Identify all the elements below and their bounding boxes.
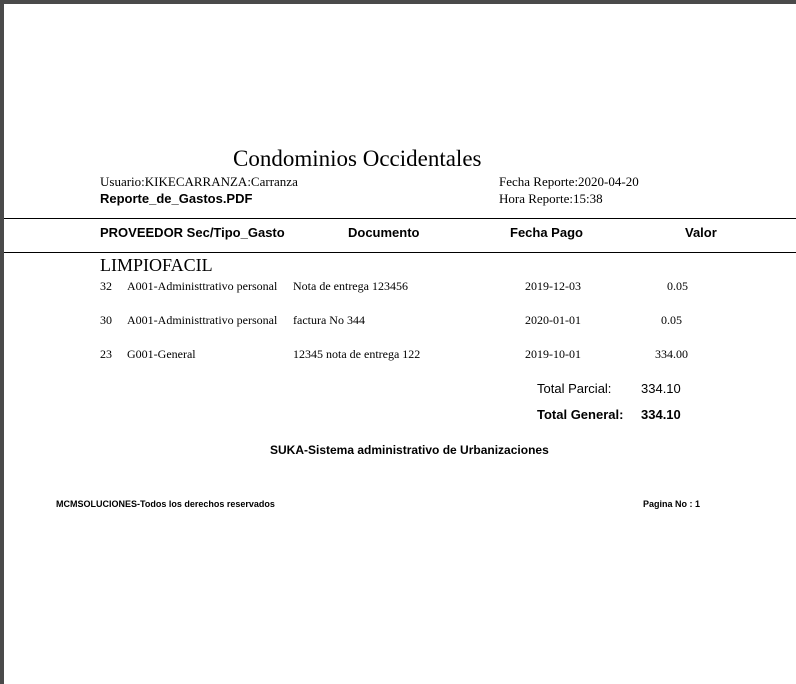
total-parcial-label: Total Parcial:: [537, 381, 612, 396]
column-header-proveedor: PROVEEDOR Sec/Tipo_Gasto: [100, 225, 285, 240]
report-page: [4, 4, 796, 684]
row-tipo-gasto: A001-Administtrativo personal: [127, 313, 278, 327]
column-header-valor: Valor: [685, 225, 717, 240]
row-documento: factura No 344: [293, 313, 365, 327]
total-general-value: 334.10: [641, 407, 681, 422]
table-row: [4, 279, 796, 295]
row-documento: 12345 nota de entrega 122: [293, 347, 421, 361]
table-row: [4, 347, 796, 363]
row-fecha-pago: 2020-01-01: [525, 313, 581, 327]
column-header-fecha: Fecha Pago: [510, 225, 583, 240]
report-date: Fecha Reporte:2020-04-20: [499, 174, 639, 189]
user-label: Usuario:KIKECARRANZA:Carranza: [100, 174, 298, 189]
row-fecha-pago: 2019-12-03: [525, 279, 581, 293]
row-valor: 0.05: [667, 279, 688, 293]
system-name: SUKA-Sistema administrativo de Urbanizaciones: [270, 443, 549, 457]
report-time: Hora Reporte:15:38: [499, 191, 603, 206]
report-file-name: Reporte_de_Gastos.PDF: [100, 191, 253, 206]
row-sec: 23: [100, 347, 112, 361]
row-documento: Nota de entrega 123456: [293, 279, 408, 293]
footer-copyright: MCMSOLUCIONES-Todos los derechos reservados: [56, 499, 275, 509]
row-fecha-pago: 2019-10-01: [525, 347, 581, 361]
header-top-rule: [4, 218, 796, 219]
row-valor: 0.05: [661, 313, 682, 327]
row-sec: 30: [100, 313, 112, 327]
company-title: Condominios Occidentales: [233, 146, 482, 171]
row-tipo-gasto: G001-General: [127, 347, 196, 361]
total-parcial-value: 334.10: [641, 381, 681, 396]
row-valor: 334.00: [655, 347, 688, 361]
table-row: [4, 313, 796, 329]
page-number: Pagina No : 1: [643, 499, 701, 509]
header-bottom-rule: [4, 252, 796, 253]
row-tipo-gasto: A001-Administtrativo personal: [127, 279, 278, 293]
total-general-label: Total General:: [537, 407, 624, 422]
row-sec: 32: [100, 279, 112, 293]
group-name: LIMPIOFACIL: [100, 255, 213, 275]
column-header-documento: Documento: [348, 225, 420, 240]
